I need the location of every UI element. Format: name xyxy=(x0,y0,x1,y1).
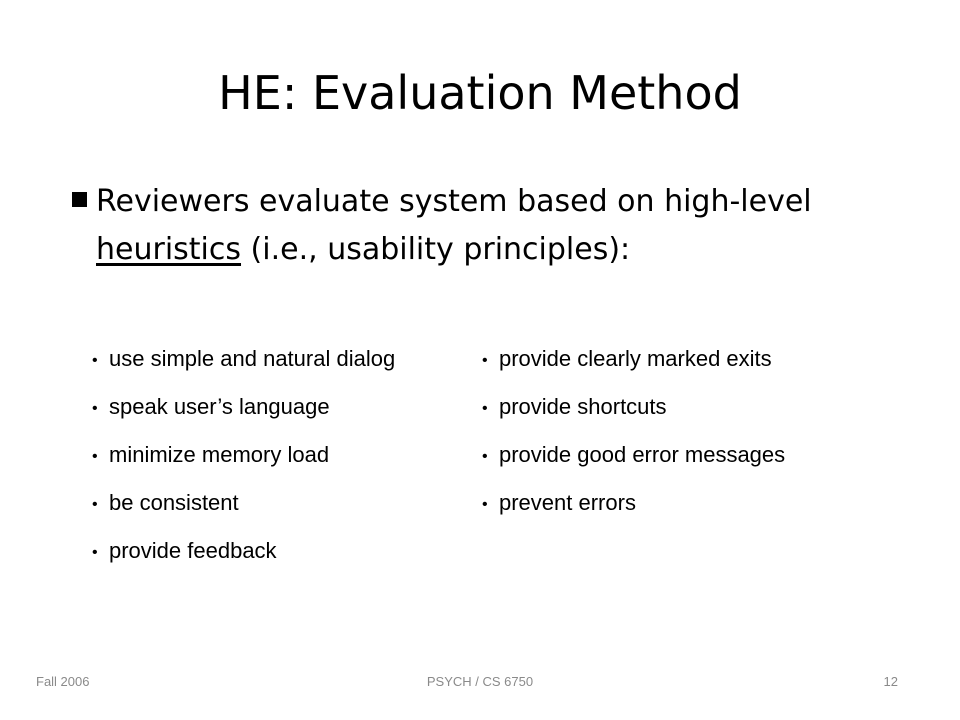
list-item-text: use simple and natural dialog xyxy=(109,346,396,371)
bullet-dot-icon: • xyxy=(92,448,98,465)
list-item xyxy=(92,530,462,578)
heuristics-list-right xyxy=(482,338,882,530)
list-item xyxy=(482,338,882,386)
bullet-dot-icon: • xyxy=(482,496,488,513)
page-number: 12 xyxy=(883,674,898,689)
main-bullet-text-after: (i.e., usability principles): xyxy=(241,232,631,267)
heuristics-term: heuristics xyxy=(96,232,242,267)
heuristics-list-left xyxy=(92,338,462,578)
list-item-text: minimize memory load xyxy=(109,442,330,467)
bullet-dot-icon: • xyxy=(92,544,98,561)
bullet-dot-icon: • xyxy=(92,400,98,417)
list-item-text: provide shortcuts xyxy=(499,394,667,419)
list-item xyxy=(92,482,462,530)
list-item-text: be consistent xyxy=(109,490,239,515)
main-bullet-text xyxy=(72,178,862,274)
footer-course: PSYCH / CS 6750 xyxy=(426,674,534,689)
footer-date: Fall 2006 xyxy=(36,674,90,689)
list-item-text: prevent errors xyxy=(499,490,636,515)
list-item xyxy=(92,386,462,434)
list-item-text: provide good error messages xyxy=(499,442,786,467)
list-item xyxy=(482,434,882,482)
list-item-text: speak user’s language xyxy=(109,394,330,419)
bullet-dot-icon: • xyxy=(92,496,98,513)
main-bullet xyxy=(72,178,862,274)
list-item xyxy=(92,338,462,386)
list-item-text: provide feedback xyxy=(109,538,277,563)
list-item-text: provide clearly marked exits xyxy=(499,346,772,371)
list-item xyxy=(482,482,882,530)
bullet-dot-icon: • xyxy=(482,352,488,369)
main-bullet-text-before: Reviewers evaluate system based on high-level xyxy=(96,184,812,219)
bullet-dot-icon: • xyxy=(92,352,98,369)
list-item xyxy=(92,434,462,482)
slide-title: HE: Evaluation Method xyxy=(218,66,742,120)
bullet-dot-icon: • xyxy=(482,448,488,465)
list-item xyxy=(482,386,882,434)
square-bullet-icon xyxy=(72,192,87,207)
bullet-dot-icon: • xyxy=(482,400,488,417)
